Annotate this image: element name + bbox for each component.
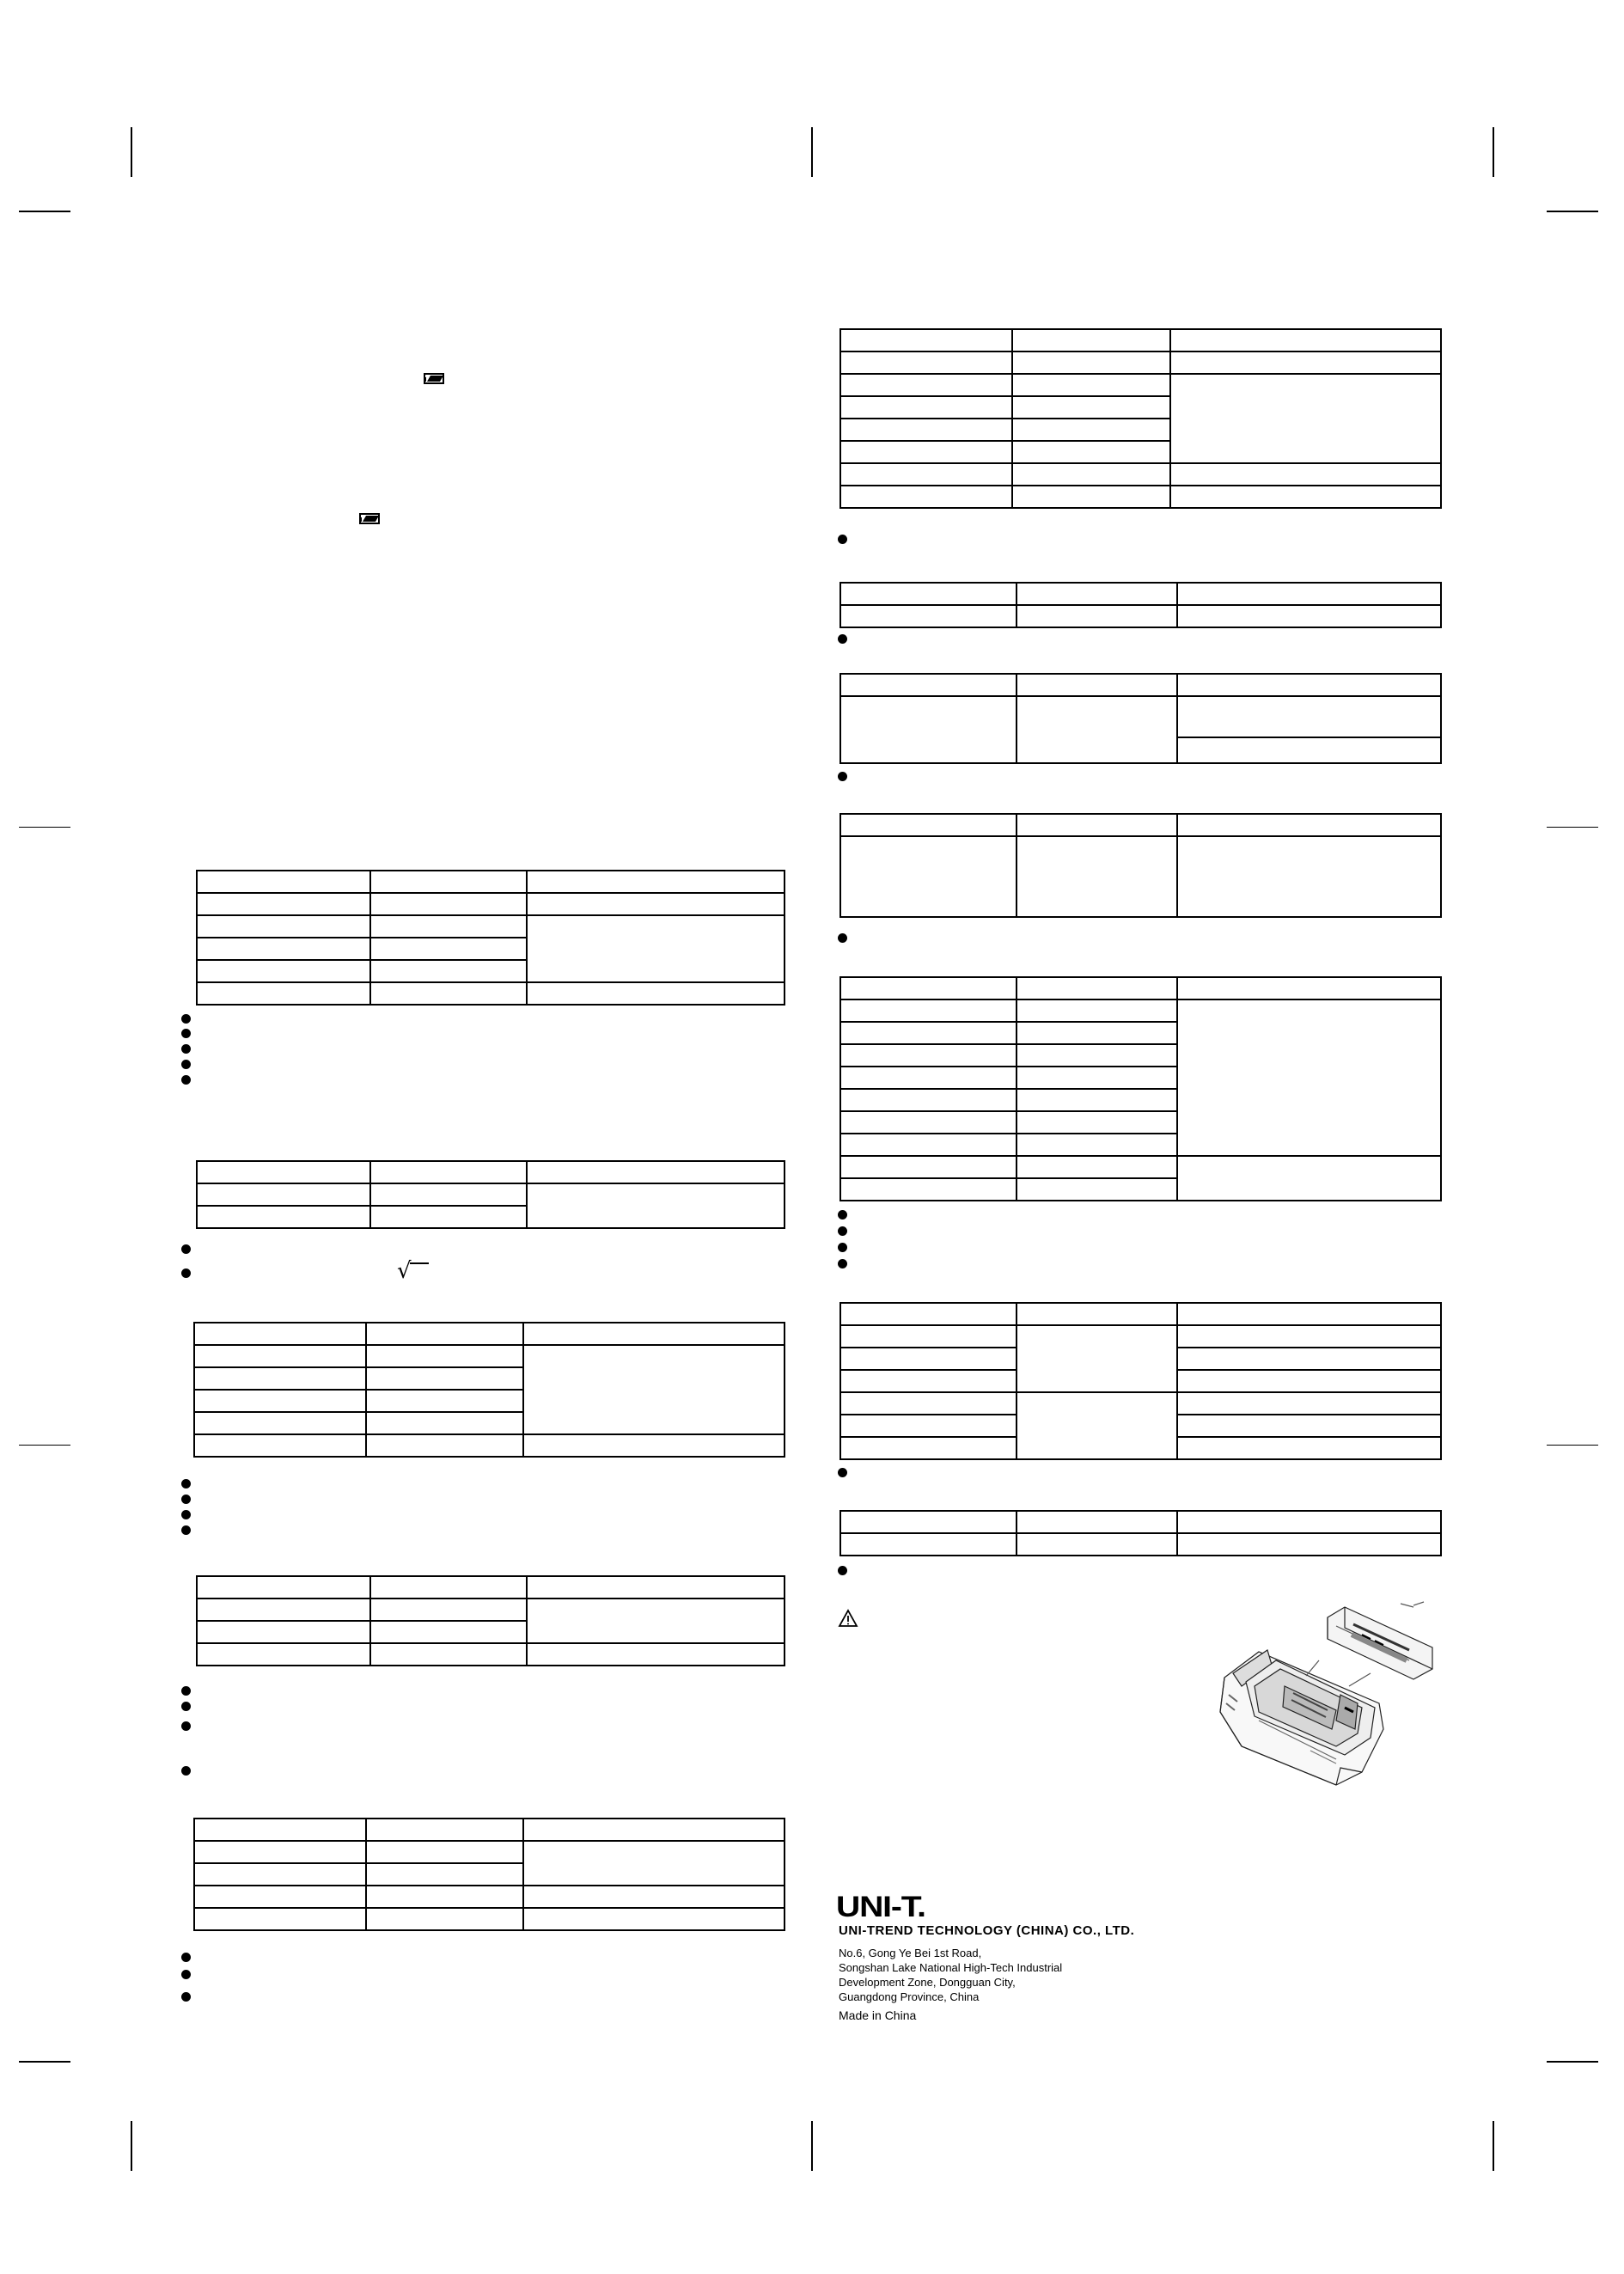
spec-table-6 xyxy=(839,328,1442,509)
bullet xyxy=(181,1014,191,1024)
bullet xyxy=(838,1226,847,1236)
company-address xyxy=(839,1946,1062,2004)
bullet xyxy=(838,933,847,943)
address-line: Songshan Lake National High-Tech Industrial xyxy=(839,1961,1063,1974)
spec-table-7 xyxy=(839,582,1442,628)
spec-table-11 xyxy=(839,1302,1442,1460)
spec-table-8 xyxy=(839,673,1442,764)
bullet xyxy=(181,1953,191,1962)
bullet xyxy=(181,1702,191,1711)
crop-mark xyxy=(19,2061,70,2063)
bullet xyxy=(838,1468,847,1477)
bullet xyxy=(838,535,847,544)
bullet xyxy=(838,1243,847,1252)
spec-table-12 xyxy=(839,1510,1442,1556)
crop-mark xyxy=(19,211,70,212)
bullet xyxy=(181,1992,191,2002)
warning-triangle-icon xyxy=(838,1609,858,1628)
spec-table-4 xyxy=(196,1575,785,1666)
spec-table-10 xyxy=(839,976,1442,1201)
crop-mark xyxy=(1547,827,1598,828)
bullet xyxy=(181,1479,191,1488)
crop-mark xyxy=(131,127,132,177)
spec-table-5 xyxy=(193,1818,785,1931)
crop-mark xyxy=(1547,211,1598,212)
bullet xyxy=(181,1268,191,1278)
bullet xyxy=(181,1044,191,1054)
company-logo: UNI-T. xyxy=(836,1891,925,1923)
battery-low-icon xyxy=(424,373,444,384)
battery-compartment-illustration xyxy=(1207,1600,1439,1794)
bullet xyxy=(838,1566,847,1575)
bullet xyxy=(181,1970,191,1979)
crop-mark xyxy=(1547,2061,1598,2063)
bullet xyxy=(181,1075,191,1085)
made-in-label: Made in China xyxy=(839,2008,917,2022)
bullet xyxy=(181,1525,191,1535)
bullet xyxy=(838,634,847,644)
bullet xyxy=(181,1244,191,1254)
bullet xyxy=(181,1495,191,1504)
bullet xyxy=(181,1060,191,1069)
bullet xyxy=(838,1210,847,1220)
crop-mark xyxy=(19,827,70,828)
crop-mark xyxy=(1493,127,1494,177)
battery-low-icon xyxy=(359,513,380,524)
spec-table-1 xyxy=(196,870,785,1006)
crop-mark xyxy=(19,1445,70,1446)
bullet xyxy=(838,772,847,781)
crop-mark xyxy=(811,2121,813,2171)
address-line: Development Zone, Dongguan City, xyxy=(839,1976,1016,1989)
crop-mark xyxy=(131,2121,132,2171)
bullet xyxy=(181,1510,191,1519)
bullet xyxy=(838,1259,847,1268)
crop-mark xyxy=(1547,1445,1598,1446)
bullet xyxy=(181,1029,191,1038)
bullet xyxy=(181,1721,191,1731)
square-root-icon: √ xyxy=(397,1260,429,1282)
crop-mark xyxy=(811,127,813,177)
spec-table-3 xyxy=(193,1322,785,1458)
spec-table-9 xyxy=(839,813,1442,918)
address-line: Guangdong Province, China xyxy=(839,1990,980,2003)
company-name: UNI-TREND TECHNOLOGY (CHINA) CO., LTD. xyxy=(839,1923,1135,1938)
bullet xyxy=(181,1686,191,1696)
spec-table-2 xyxy=(196,1160,785,1229)
crop-mark xyxy=(1493,2121,1494,2171)
bullet xyxy=(181,1766,191,1776)
address-line: No.6, Gong Ye Bei 1st Road, xyxy=(839,1947,982,1959)
